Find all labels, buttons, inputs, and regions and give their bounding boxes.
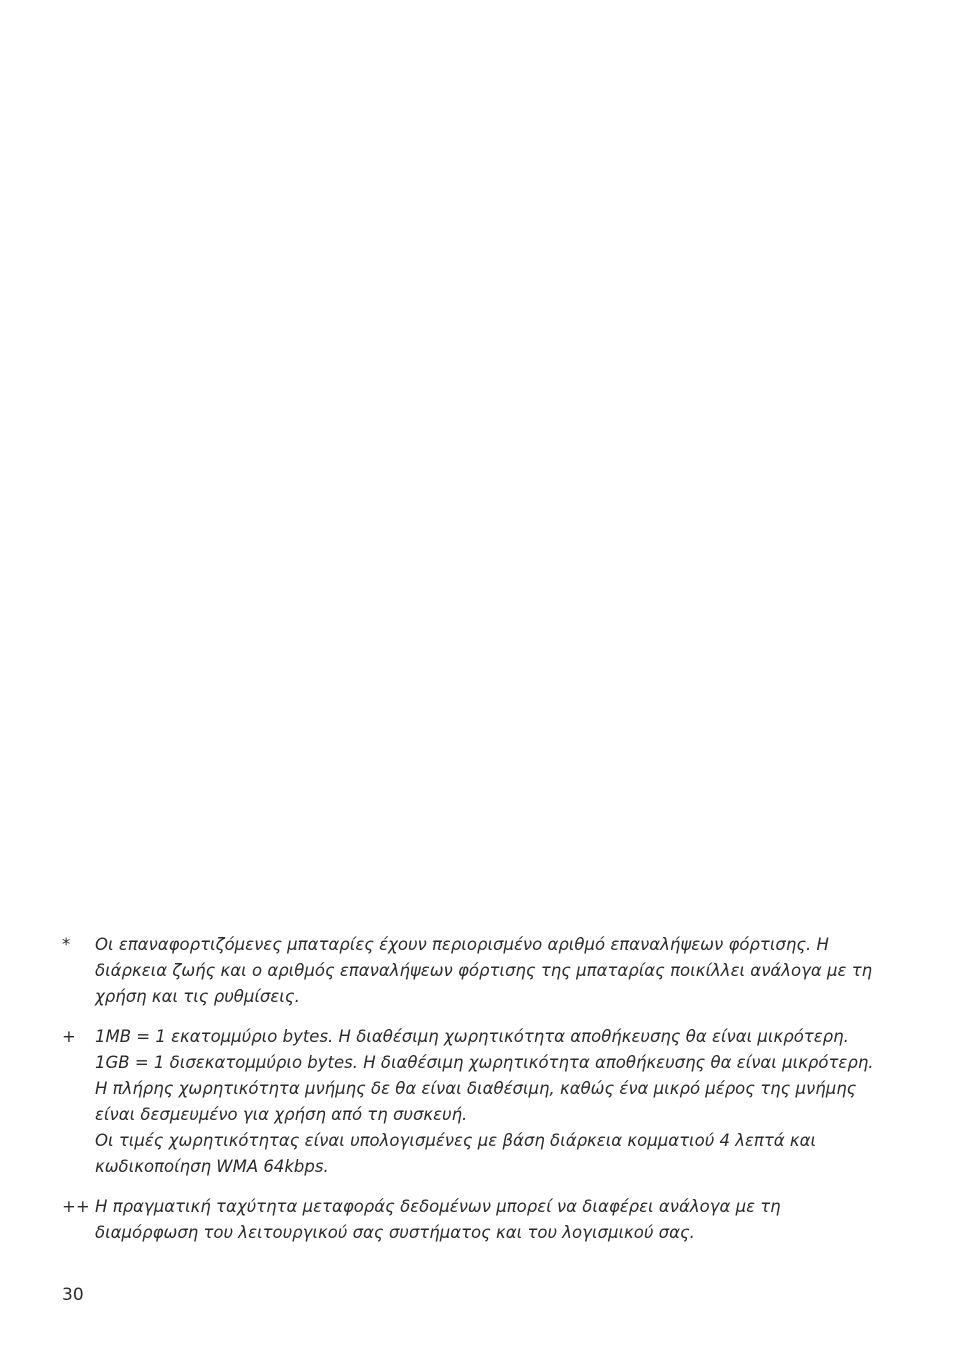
footnote-text [95, 1024, 902, 1180]
footnote-text [95, 932, 902, 1010]
footnotes-section [62, 932, 902, 1260]
footnote-transfer-speed [62, 1194, 902, 1246]
footnote-line: διάρκεια ζωής και ο αριθμός επαναλήψεων φόρτισης της μπαταρίας ποικίλλει ανάλογα με τη [95, 961, 873, 980]
footnote-line: κωδικοποίηση WMA 64kbps. [95, 1157, 329, 1176]
footnote-line: διαμόρφωση του λειτουργικού σας συστήματος και του λογισμικού σας. [95, 1223, 695, 1242]
footnote-line: Η πραγματική ταχύτητα μεταφοράς δεδομένων μπορεί να διαφέρει ανάλογα με τη [95, 1197, 781, 1216]
footnote-text [95, 1194, 902, 1246]
footnote-marker: + [62, 1027, 76, 1046]
footnote-line: χρήση και τις ρυθμίσεις. [95, 987, 300, 1006]
footnote-marker: ++ [62, 1197, 90, 1216]
footnote-line: Η πλήρης χωρητικότητα μνήμης δε θα είναι διαθέσιμη, καθώς ένα μικρό μέρος της μνήμης [95, 1079, 857, 1098]
footnote-line: 1GB = 1 δισεκατομμύριο bytes. Η διαθέσιμη χωρητικότητα αποθήκευσης θα είναι μικρότερη. [95, 1053, 874, 1072]
footnote-line: Οι επαναφορτιζόμενες μπαταρίες έχουν περιορισμένο αριθμό επαναλήψεων φόρτισης. Η [95, 935, 829, 954]
footnote-line: Οι τιμές χωρητικότητας είναι υπολογισμένες με βάση διάρκεια κομματιού 4 λεπτά και [95, 1131, 817, 1150]
footnote-line: είναι δεσμευμένο για χρήση από τη συσκευή. [95, 1105, 468, 1124]
footnote-marker: * [62, 935, 71, 954]
page-number: 30 [62, 1285, 84, 1305]
footnote-line: 1MB = 1 εκατομμύριο bytes. Η διαθέσιμη χωρητικότητα αποθήκευσης θα είναι μικρότερη. [95, 1027, 849, 1046]
footnote-storage [62, 1024, 902, 1180]
footnote-battery [62, 932, 902, 1010]
